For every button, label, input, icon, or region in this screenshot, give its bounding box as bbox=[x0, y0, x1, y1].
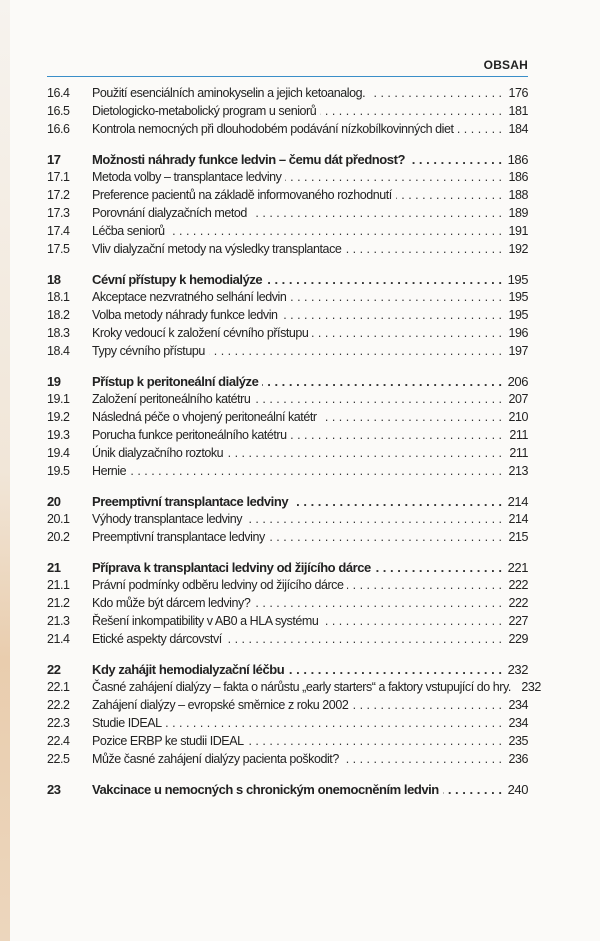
entry-number: 22 bbox=[47, 662, 61, 677]
entry-page: 186 bbox=[508, 170, 528, 184]
toc-section bbox=[47, 86, 528, 140]
entry-title: Etické aspekty dárcovství bbox=[92, 632, 222, 646]
entry-title: Typy cévního přístupu bbox=[92, 344, 205, 358]
dot-leader bbox=[290, 290, 502, 304]
entry-page: 214 bbox=[508, 512, 528, 526]
entry-number: 18.1 bbox=[47, 290, 70, 304]
dot-leader bbox=[130, 464, 502, 478]
entry-page: 240 bbox=[507, 782, 528, 797]
entry-number: 17.5 bbox=[47, 242, 70, 256]
dot-leader bbox=[345, 242, 502, 256]
entry-page: 186 bbox=[507, 152, 528, 167]
entry-page: 229 bbox=[508, 632, 528, 646]
entry-number: 20 bbox=[47, 494, 61, 509]
entry-page: 211 bbox=[509, 446, 528, 460]
toc-entry bbox=[47, 104, 528, 122]
toc-entry bbox=[47, 308, 528, 326]
entry-title: Akceptace nezvratného selhání ledvin bbox=[92, 290, 287, 304]
dot-leader bbox=[396, 188, 502, 202]
entry-number: 19.2 bbox=[47, 410, 70, 424]
entry-number: 19.5 bbox=[47, 464, 70, 478]
toc-entry bbox=[47, 596, 528, 614]
entry-title: Pozice ERBP ke studii IDEAL bbox=[92, 734, 244, 748]
entry-number: 16.5 bbox=[47, 104, 70, 118]
entry-page: 215 bbox=[508, 530, 528, 544]
toc-chapter-entry bbox=[47, 374, 528, 392]
dot-leader bbox=[347, 578, 502, 592]
entry-title: Právní podmínky odběru ledviny od žijícího dárce bbox=[92, 578, 344, 592]
dot-leader bbox=[409, 152, 502, 167]
toc-entry bbox=[47, 698, 528, 716]
entry-page: 195 bbox=[508, 308, 528, 322]
toc-entry bbox=[47, 206, 528, 224]
dot-leader bbox=[246, 512, 502, 526]
entry-page: 188 bbox=[508, 188, 528, 202]
entry-page: 195 bbox=[508, 290, 528, 304]
toc-entry bbox=[47, 188, 528, 206]
entry-title: Preemptivní transplantace ledviny bbox=[92, 530, 265, 544]
entry-page: 181 bbox=[508, 104, 528, 118]
entry-page: 232 bbox=[507, 662, 528, 677]
entry-title: Zahájení dialýzy – evropské směrnice z roku 2002 bbox=[92, 698, 349, 712]
header-title: OBSAH bbox=[483, 58, 528, 72]
entry-number: 19.4 bbox=[47, 446, 70, 460]
dot-leader bbox=[266, 272, 502, 287]
dot-leader bbox=[166, 716, 502, 730]
entry-number: 19.3 bbox=[47, 428, 70, 442]
entry-number: 16.6 bbox=[47, 122, 70, 136]
entry-page: 213 bbox=[508, 464, 528, 478]
toc-entry bbox=[47, 170, 528, 188]
entry-title: Studie IDEAL bbox=[92, 716, 162, 730]
entry-title: Porucha funkce peritoneálního katétru bbox=[92, 428, 287, 442]
toc-section bbox=[47, 782, 528, 800]
entry-title: Následná péče o vhojený peritoneální katétr bbox=[92, 410, 317, 424]
entry-title: Hernie bbox=[92, 464, 127, 478]
entry-title: Možnosti náhrady funkce ledvin – čemu dát přednost? bbox=[92, 152, 405, 167]
entry-title: Volba metody náhrady funkce ledvin bbox=[92, 308, 278, 322]
toc-entry bbox=[47, 326, 528, 344]
entry-number: 21.1 bbox=[47, 578, 70, 592]
entry-number: 21.2 bbox=[47, 596, 70, 610]
entry-title: Příprava k transplantaci ledviny od žijícího dárce bbox=[92, 560, 371, 575]
toc-chapter-entry bbox=[47, 272, 528, 290]
entry-number: 18.2 bbox=[47, 308, 70, 322]
toc-entry bbox=[47, 242, 528, 260]
entry-page: 222 bbox=[508, 578, 528, 592]
entry-title: Výhody transplantace ledviny bbox=[92, 512, 242, 526]
toc-chapter-entry bbox=[47, 662, 528, 680]
entry-page: 232 bbox=[521, 680, 541, 694]
toc-entry bbox=[47, 428, 528, 446]
toc-entry bbox=[47, 410, 528, 428]
dot-leader bbox=[458, 122, 502, 136]
entry-title: Řešení inkompatibility v AB0 a HLA systému bbox=[92, 614, 319, 628]
toc-section bbox=[47, 560, 528, 650]
toc-section bbox=[47, 152, 528, 260]
entry-number: 17.2 bbox=[47, 188, 70, 202]
toc-section bbox=[47, 494, 528, 548]
toc-entry bbox=[47, 224, 528, 242]
dot-leader bbox=[288, 662, 502, 677]
entry-page: 222 bbox=[508, 596, 528, 610]
entry-number: 22.3 bbox=[47, 716, 70, 730]
toc-section bbox=[47, 374, 528, 482]
entry-page: 184 bbox=[508, 122, 528, 136]
entry-page: 192 bbox=[508, 242, 528, 256]
toc-chapter-entry bbox=[47, 152, 528, 170]
entry-page: 176 bbox=[508, 86, 528, 100]
dot-leader bbox=[321, 410, 502, 424]
entry-title: Časné zahájení dialýzy – fakta o nárůstu „early starters“ a faktory vstupující do hry. bbox=[92, 680, 511, 694]
dot-leader bbox=[352, 698, 502, 712]
toc-entry bbox=[47, 716, 528, 734]
dot-leader bbox=[285, 170, 502, 184]
toc-entry bbox=[47, 632, 528, 650]
toc-chapter-entry bbox=[47, 782, 528, 800]
entry-page: 191 bbox=[508, 224, 528, 238]
dot-leader bbox=[443, 782, 502, 797]
toc-chapter-entry bbox=[47, 494, 528, 512]
dot-leader bbox=[262, 374, 502, 389]
entry-title: Preference pacientů na základě informovaného rozhodnutí bbox=[92, 188, 392, 202]
toc-entry bbox=[47, 530, 528, 548]
dot-leader bbox=[254, 392, 502, 406]
entry-number: 21.3 bbox=[47, 614, 70, 628]
entry-title: Vliv dialyzační metody na výsledky transplantace bbox=[92, 242, 342, 256]
entry-page: 211 bbox=[509, 428, 528, 442]
entry-number: 20.2 bbox=[47, 530, 70, 544]
entry-page: 234 bbox=[508, 698, 528, 712]
table-of-contents bbox=[47, 86, 541, 812]
entry-number: 21 bbox=[47, 560, 61, 575]
entry-page: 214 bbox=[507, 494, 528, 509]
entry-number: 16.4 bbox=[47, 86, 70, 100]
entry-number: 18.3 bbox=[47, 326, 70, 340]
toc-entry bbox=[47, 446, 528, 464]
dot-leader bbox=[254, 596, 502, 610]
toc-chapter-entry bbox=[47, 560, 528, 578]
entry-number: 17.4 bbox=[47, 224, 70, 238]
dot-leader bbox=[292, 494, 502, 509]
entry-page: 207 bbox=[508, 392, 528, 406]
page-edge-shadow bbox=[0, 0, 10, 941]
toc-entry bbox=[47, 290, 528, 308]
toc-entry bbox=[47, 614, 528, 632]
toc-entry bbox=[47, 752, 528, 770]
entry-number: 22.5 bbox=[47, 752, 70, 766]
toc-entry bbox=[47, 734, 528, 752]
entry-page: 235 bbox=[508, 734, 528, 748]
running-header bbox=[47, 54, 528, 77]
entry-page: 197 bbox=[508, 344, 528, 358]
toc-entry bbox=[47, 464, 528, 482]
toc-entry bbox=[47, 392, 528, 410]
entry-page: 227 bbox=[508, 614, 528, 628]
dot-leader bbox=[343, 752, 502, 766]
entry-page: 189 bbox=[508, 206, 528, 220]
toc-entry bbox=[47, 86, 528, 104]
toc-entry bbox=[47, 578, 528, 596]
entry-title: Může časné zahájení dialýzy pacienta poškodit? bbox=[92, 752, 339, 766]
entry-page: 221 bbox=[507, 560, 528, 575]
entry-number: 17.1 bbox=[47, 170, 70, 184]
entry-number: 20.1 bbox=[47, 512, 70, 526]
entry-title: Kontrola nemocných při dlouhodobém podávání nízkobílkovinných diet bbox=[92, 122, 454, 136]
dot-leader bbox=[312, 326, 502, 340]
toc-entry bbox=[47, 122, 528, 140]
entry-number: 23 bbox=[47, 782, 61, 797]
toc-entry bbox=[47, 512, 528, 530]
entry-page: 210 bbox=[508, 410, 528, 424]
dot-leader bbox=[248, 734, 502, 748]
entry-title: Kdy zahájit hemodialyzační léčbu bbox=[92, 662, 285, 677]
entry-number: 22.1 bbox=[47, 680, 70, 694]
dot-leader bbox=[227, 446, 502, 460]
entry-title: Kdo může být dárcem ledviny? bbox=[92, 596, 251, 610]
toc-section bbox=[47, 272, 528, 362]
dot-leader bbox=[322, 614, 502, 628]
toc-entry bbox=[47, 344, 528, 362]
entry-title: Únik dialyzačního roztoku bbox=[92, 446, 224, 460]
entry-number: 22.4 bbox=[47, 734, 70, 748]
entry-title: Použití esenciálních aminokyselin a jejich ketoanalog. bbox=[92, 86, 366, 100]
dot-leader bbox=[226, 632, 502, 646]
dot-leader bbox=[209, 344, 502, 358]
entry-number: 22.2 bbox=[47, 698, 70, 712]
dot-leader bbox=[291, 428, 502, 442]
toc-entry bbox=[47, 680, 541, 698]
entry-title: Léčba seniorů bbox=[92, 224, 165, 238]
entry-title: Dietologicko-metabolický program u seniorů bbox=[92, 104, 317, 118]
entry-title: Vakcinace u nemocných s chronickým onemocněním ledvin bbox=[92, 782, 439, 797]
entry-page: 234 bbox=[508, 716, 528, 730]
entry-page: 236 bbox=[508, 752, 528, 766]
entry-page: 195 bbox=[507, 272, 528, 287]
entry-page: 196 bbox=[508, 326, 528, 340]
entry-title: Kroky vedoucí k založení cévního přístupu bbox=[92, 326, 309, 340]
dot-leader bbox=[320, 104, 502, 118]
entry-number: 18 bbox=[47, 272, 61, 287]
entry-number: 17.3 bbox=[47, 206, 70, 220]
entry-number: 21.4 bbox=[47, 632, 70, 646]
entry-page: 206 bbox=[507, 374, 528, 389]
dot-leader bbox=[282, 308, 502, 322]
toc-section bbox=[47, 662, 541, 770]
dot-leader bbox=[269, 530, 502, 544]
dot-leader bbox=[369, 86, 502, 100]
entry-number: 17 bbox=[47, 152, 61, 167]
entry-title: Založení peritoneálního katétru bbox=[92, 392, 251, 406]
dot-leader bbox=[375, 560, 502, 575]
entry-title: Přístup k peritoneální dialýze bbox=[92, 374, 259, 389]
dot-leader bbox=[251, 206, 502, 220]
entry-number: 19.1 bbox=[47, 392, 70, 406]
entry-number: 18.4 bbox=[47, 344, 70, 358]
entry-title: Porovnání dialyzačních metod bbox=[92, 206, 247, 220]
entry-title: Preemptivní transplantace ledviny bbox=[92, 494, 289, 509]
entry-title: Cévní přístupy k hemodialýze bbox=[92, 272, 263, 287]
entry-number: 19 bbox=[47, 374, 61, 389]
entry-title: Metoda volby – transplantace ledviny bbox=[92, 170, 282, 184]
dot-leader bbox=[169, 224, 502, 238]
